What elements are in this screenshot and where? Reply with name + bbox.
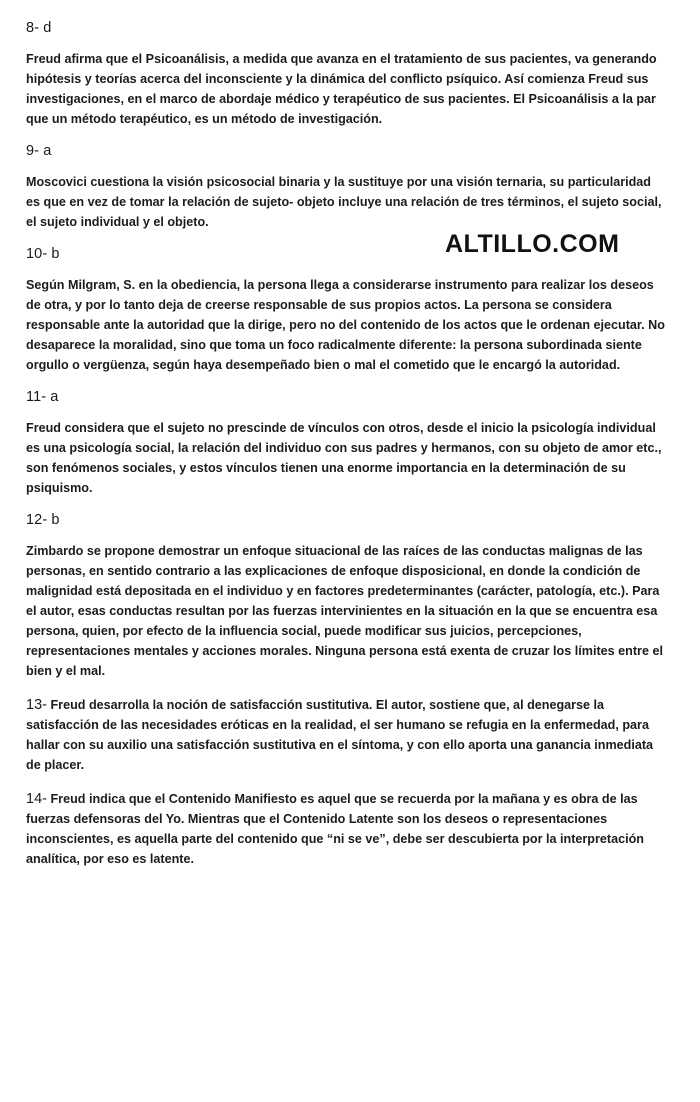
watermark-logo: ALTILLO.COM [445, 230, 620, 258]
answer-text: Freud indica que el Contenido Manifiesto es aquel que se recuerda por la mañana y es obra de las fuerzas defensoras del Yo. Mientras que el Contenido Latente son los deseos o representaciones inconscientes, es aquella parte del contenido que “ni se ve”, debe ser descubierta por la interpretación analítica, por eso es latente. [26, 792, 644, 866]
document-page [26, 20, 666, 883]
answer-heading: 12- b [26, 512, 60, 528]
answer-number: 13- [26, 697, 47, 713]
answer-text: Zimbardo se propone demostrar un enfoque situacional de las raíces de las conductas malignas de las personas, en sentido contrario a las explicaciones de enfoque disposicional, en donde la condición de malignidad está depositada en el individuo y en factores predeterminantes (carácter, patología, etc.). Para el autor, esas conductas resultan por las fuerzas intervinientes en la situación en la que se encuentra esa persona, quien, por efecto de la influencia social, puede modificar sus juicios, percepciones, representaciones mentales y acciones morales. Ninguna persona está exenta de cruzar los límites entre el bien y el mal. [26, 544, 663, 678]
answer-10 [26, 246, 666, 375]
answer-heading: 10- b [26, 246, 60, 262]
answer-text: Freud considera que el sujeto no prescinde de vínculos con otros, desde el inicio la psicología individual es una psicología social, la relación del individuo con sus padres y hermanos, con su objeto de amor etc., son fenómenos sociales, y estos vínculos tienen una enorme importancia en la determinación de su psiquismo. [26, 421, 662, 495]
answer-text: Freud afirma que el Psicoanálisis, a medida que avanza en el tratamiento de sus pacientes, va generando hipótesis y teorías acerca del inconsciente y la dinámica del conflicto psíquico. Así comienza Freud sus investigaciones, en el marco de abordaje médico y terapéutico de sus pacientes. El Psicoanálisis a la par que un método terapéutico, es un método de investigación. [26, 52, 657, 126]
answer-heading: 11- a [26, 389, 59, 405]
answer-heading: 9- a [26, 143, 52, 159]
answer-14 [26, 789, 666, 869]
answer-9 [26, 143, 666, 232]
answer-number: 14- [26, 791, 47, 807]
answer-heading: 8- d [26, 20, 52, 36]
answer-text: Freud desarrolla la noción de satisfacción sustitutiva. El autor, sostiene que, al denegarse la satisfacción de las necesidades eróticas en la realidad, el ser humano se refugia en la enfermedad, para hallar con su auxilio una satisfacción sustitutiva en el síntoma, y con ello aporta una ganancia inmediata de placer. [26, 698, 654, 772]
answer-11 [26, 389, 666, 498]
answer-13 [26, 695, 666, 775]
answer-12 [26, 512, 666, 681]
answer-text: Moscovici cuestiona la visión psicosocial binaria y la sustituye por una visión ternaria, su particularidad es que en vez de tomar la relación de sujeto- objeto incluye una relación de tres términos, el sujeto social, el sujeto individual y el objeto. [26, 175, 662, 229]
answer-8 [26, 20, 666, 129]
answer-text: Según Milgram, S. en la obediencia, la persona llega a considerarse instrumento para realizar los deseos de otra, y por lo tanto deja de creerse responsable de sus propios actos. La persona se considera responsable ante la autoridad que la dirige, pero no del contenido de los actos que le ordenan ejecutar. No desaparece la moralidad, sino que toma un foco radicalmente diferente: la persona subordinada siente orgullo o vergüenza, según haya desempeñado bien o mal el cometido que le encargó la autoridad. [26, 278, 665, 372]
